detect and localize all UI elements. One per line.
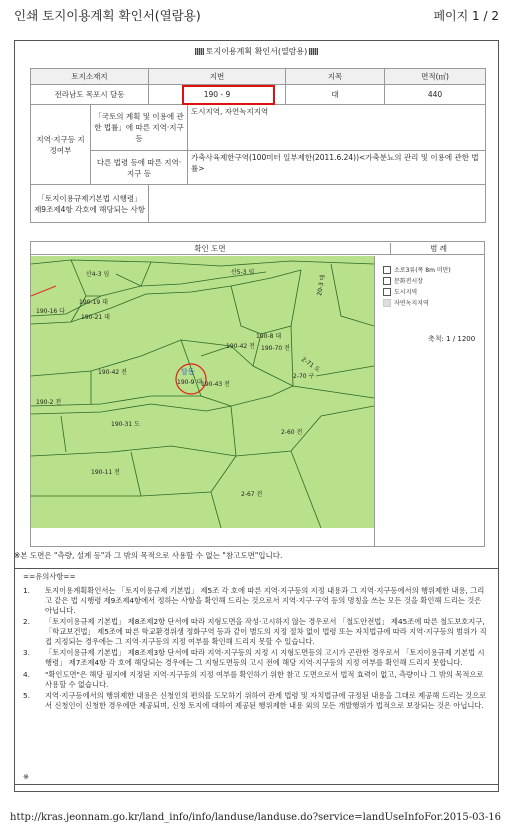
zone-label: 지역·지구등 지정여부 — [31, 105, 91, 185]
national-law-label: 「국토의 계획 및 이용에 관한 법률」에 따른 지역·지구 등 — [91, 105, 188, 151]
location-value: 전라남도 목포시 달동 — [31, 85, 149, 105]
legend-divider — [374, 256, 375, 546]
map-label: 2-71 도 — [299, 355, 322, 374]
map-scale: 축척: 1 / 1200 — [428, 335, 476, 343]
notes-header: ==유의사항== — [23, 572, 76, 581]
window-title: 인쇄 토지이용계획 확인서(열람용) — [14, 8, 201, 23]
map-label: 190-19 대 — [79, 299, 108, 306]
note-item: 2. 「토지이용규제 기본법」 제8조제2항 단서에 따라 지형도면을 작성·고시하지 않는 경우로서 「철도안전법」 제45조에 따른 철도보호지구, 「학교보건법」 제5조에 따른 학교환경위생 정화구역 등과 같이 별도의 지정 절차 없이 법령 또는 자치법규에 따라 지역·지구등의 범위가 직접 지정되는 경우에는 그 지역·지구등의 지정 여부를 확인해 드리지 못할 수 있습니다. — [23, 617, 487, 647]
legend-item: 자연녹지지역 — [383, 297, 451, 308]
page-indicator: 페이지 1 / 2 — [433, 9, 499, 23]
col-location-header: 토지소재지 — [31, 69, 149, 85]
lot-highlight-box — [182, 85, 275, 105]
legend-title: 범 례 — [390, 243, 486, 255]
map-label: 190-70 전 — [261, 345, 290, 352]
col-lot-header: 지번 — [149, 69, 286, 85]
map-label: 190-2 전 — [36, 399, 62, 406]
notes-box — [14, 568, 499, 785]
map-legend — [383, 264, 451, 308]
area-value: 440 — [385, 85, 486, 105]
enforcement-label: 「토지이용규제기본법 시행령」 제9조제4항 각호에 해당되는 사항 — [31, 185, 149, 223]
col-category-header: 지목 — [286, 69, 385, 85]
map-label: 190-31 도 — [111, 421, 140, 428]
map-label: 190-8 대 — [256, 333, 282, 340]
cadastral-map — [31, 256, 374, 528]
map-label-target: 190-9 대 — [177, 379, 203, 386]
footer-url: http://kras.jeonnam.go.kr/land_info/info/landuse/landuse.do?service=landUseInfoFor... — [10, 812, 450, 823]
legend-item: 도시지역 — [383, 286, 451, 297]
map-label: 190-43 전 — [201, 381, 230, 388]
note-item: 5. 지역·지구등에서의 행위제한 내용은 신청인의 편의를 도모하기 위하여 관계 법령 및 자치법규에 규정된 내용을 그대로 제공해 드리는 것으로서 신청인이 신청한 경우에만 제공되며, 신청 토지에 대하여 제공된 행위제한 내용 외의 모든 개발행위가 법적으로 보장되는 것은 아닙니다. — [23, 690, 487, 710]
legend-swatch — [383, 299, 391, 307]
legend-swatch — [383, 288, 391, 296]
legend-item: 소로3류(폭 8m 미만) — [383, 264, 451, 275]
lot-value: 190 - 9 — [149, 85, 286, 105]
map-label: 2-70 구 — [293, 373, 315, 380]
legend-item: 문화전시장 — [383, 275, 451, 286]
national-law-value: 도시지역, 자연녹지지역 — [188, 105, 486, 151]
footer-date: 2015-03-16 — [443, 812, 501, 823]
map-label: 2-60 전 — [281, 429, 303, 436]
map-label: 190-21 대 — [81, 314, 110, 321]
legend-swatch — [383, 277, 391, 285]
notes-list — [23, 586, 488, 712]
map-label: 190-16 다 — [36, 308, 65, 315]
doc-title: 토지이용계획 확인서(열람용) — [14, 46, 499, 57]
map-label: 190-42 전 — [98, 369, 127, 376]
legend-swatch — [383, 266, 391, 274]
other-law-label: 다른 법령 등에 따른 지역·지구 등 — [91, 151, 188, 185]
reference-map-note: ※본 도면은 "측량, 설계 등"과 그 밖의 목적으로 사용할 수 없는 "참고도면"입니다. — [14, 551, 283, 560]
map-label: 20-3 대 — [316, 274, 327, 297]
barcode-icon — [309, 48, 318, 55]
other-law-value: 가축사육제한구역(100미터 일부제한(2011.6.24))<가축분뇨의 관리 및 이용에 관한 법률> — [188, 151, 486, 185]
map-place-name: 달동 — [181, 368, 195, 376]
note-item: 4. "확인도면"은 해당 필지에 지정된 지역·지구등의 지정 여부를 확인하기 위한 참고 도면으로서 법적 효력이 없고, 측량이나 그 밖의 목적으로 사용할 수 없습니다. — [23, 669, 484, 689]
map-drawing — [31, 256, 374, 528]
barcode-icon — [195, 48, 204, 55]
map-label: 산4-3 임 — [86, 271, 110, 278]
map-label: 2-67 전 — [241, 491, 263, 498]
map-label: 190-42 전 — [226, 343, 255, 350]
note-item: 1. 토지이용계획확인서는 「토지이용규제 기본법」 제5조 각 호에 따른 지역·지구등의 지정 내용과 그 지역·지구등에서의 행위제한 내용, 그리고 같은 법 시행령 제9조제4항에서 정하는 사항을 확인해 드리는 것으로서 지역·지구·구역 등의 명칭을 쓰는 모든 것을 확인해 드리는 것은 아닙니다. — [23, 586, 485, 616]
category-value: 대 — [286, 85, 385, 105]
map-header — [30, 241, 485, 255]
map-label: 190-11 전 — [91, 469, 120, 476]
col-area-header: 면적(㎡) — [385, 69, 486, 85]
map-title: 확인 도면 — [194, 244, 226, 253]
notes-star: ※ — [23, 772, 30, 781]
map-label: 산5-3 임 — [231, 269, 255, 276]
note-item: 3. 「토지이용규제 기본법」 제8조제3항 단서에 따라 지역·지구등의 지정 시 지형도면등의 고시가 곤란한 경우로서 「토지이용규제 기본법 시행령」 제7조제4항 각 호에 해당되는 경우에는 그 지형도면등의 고시 전에 해당 지역·지구등의 지정 여부를 확인해 드리지 못합니다. — [23, 648, 485, 668]
enforcement-value — [149, 185, 486, 223]
